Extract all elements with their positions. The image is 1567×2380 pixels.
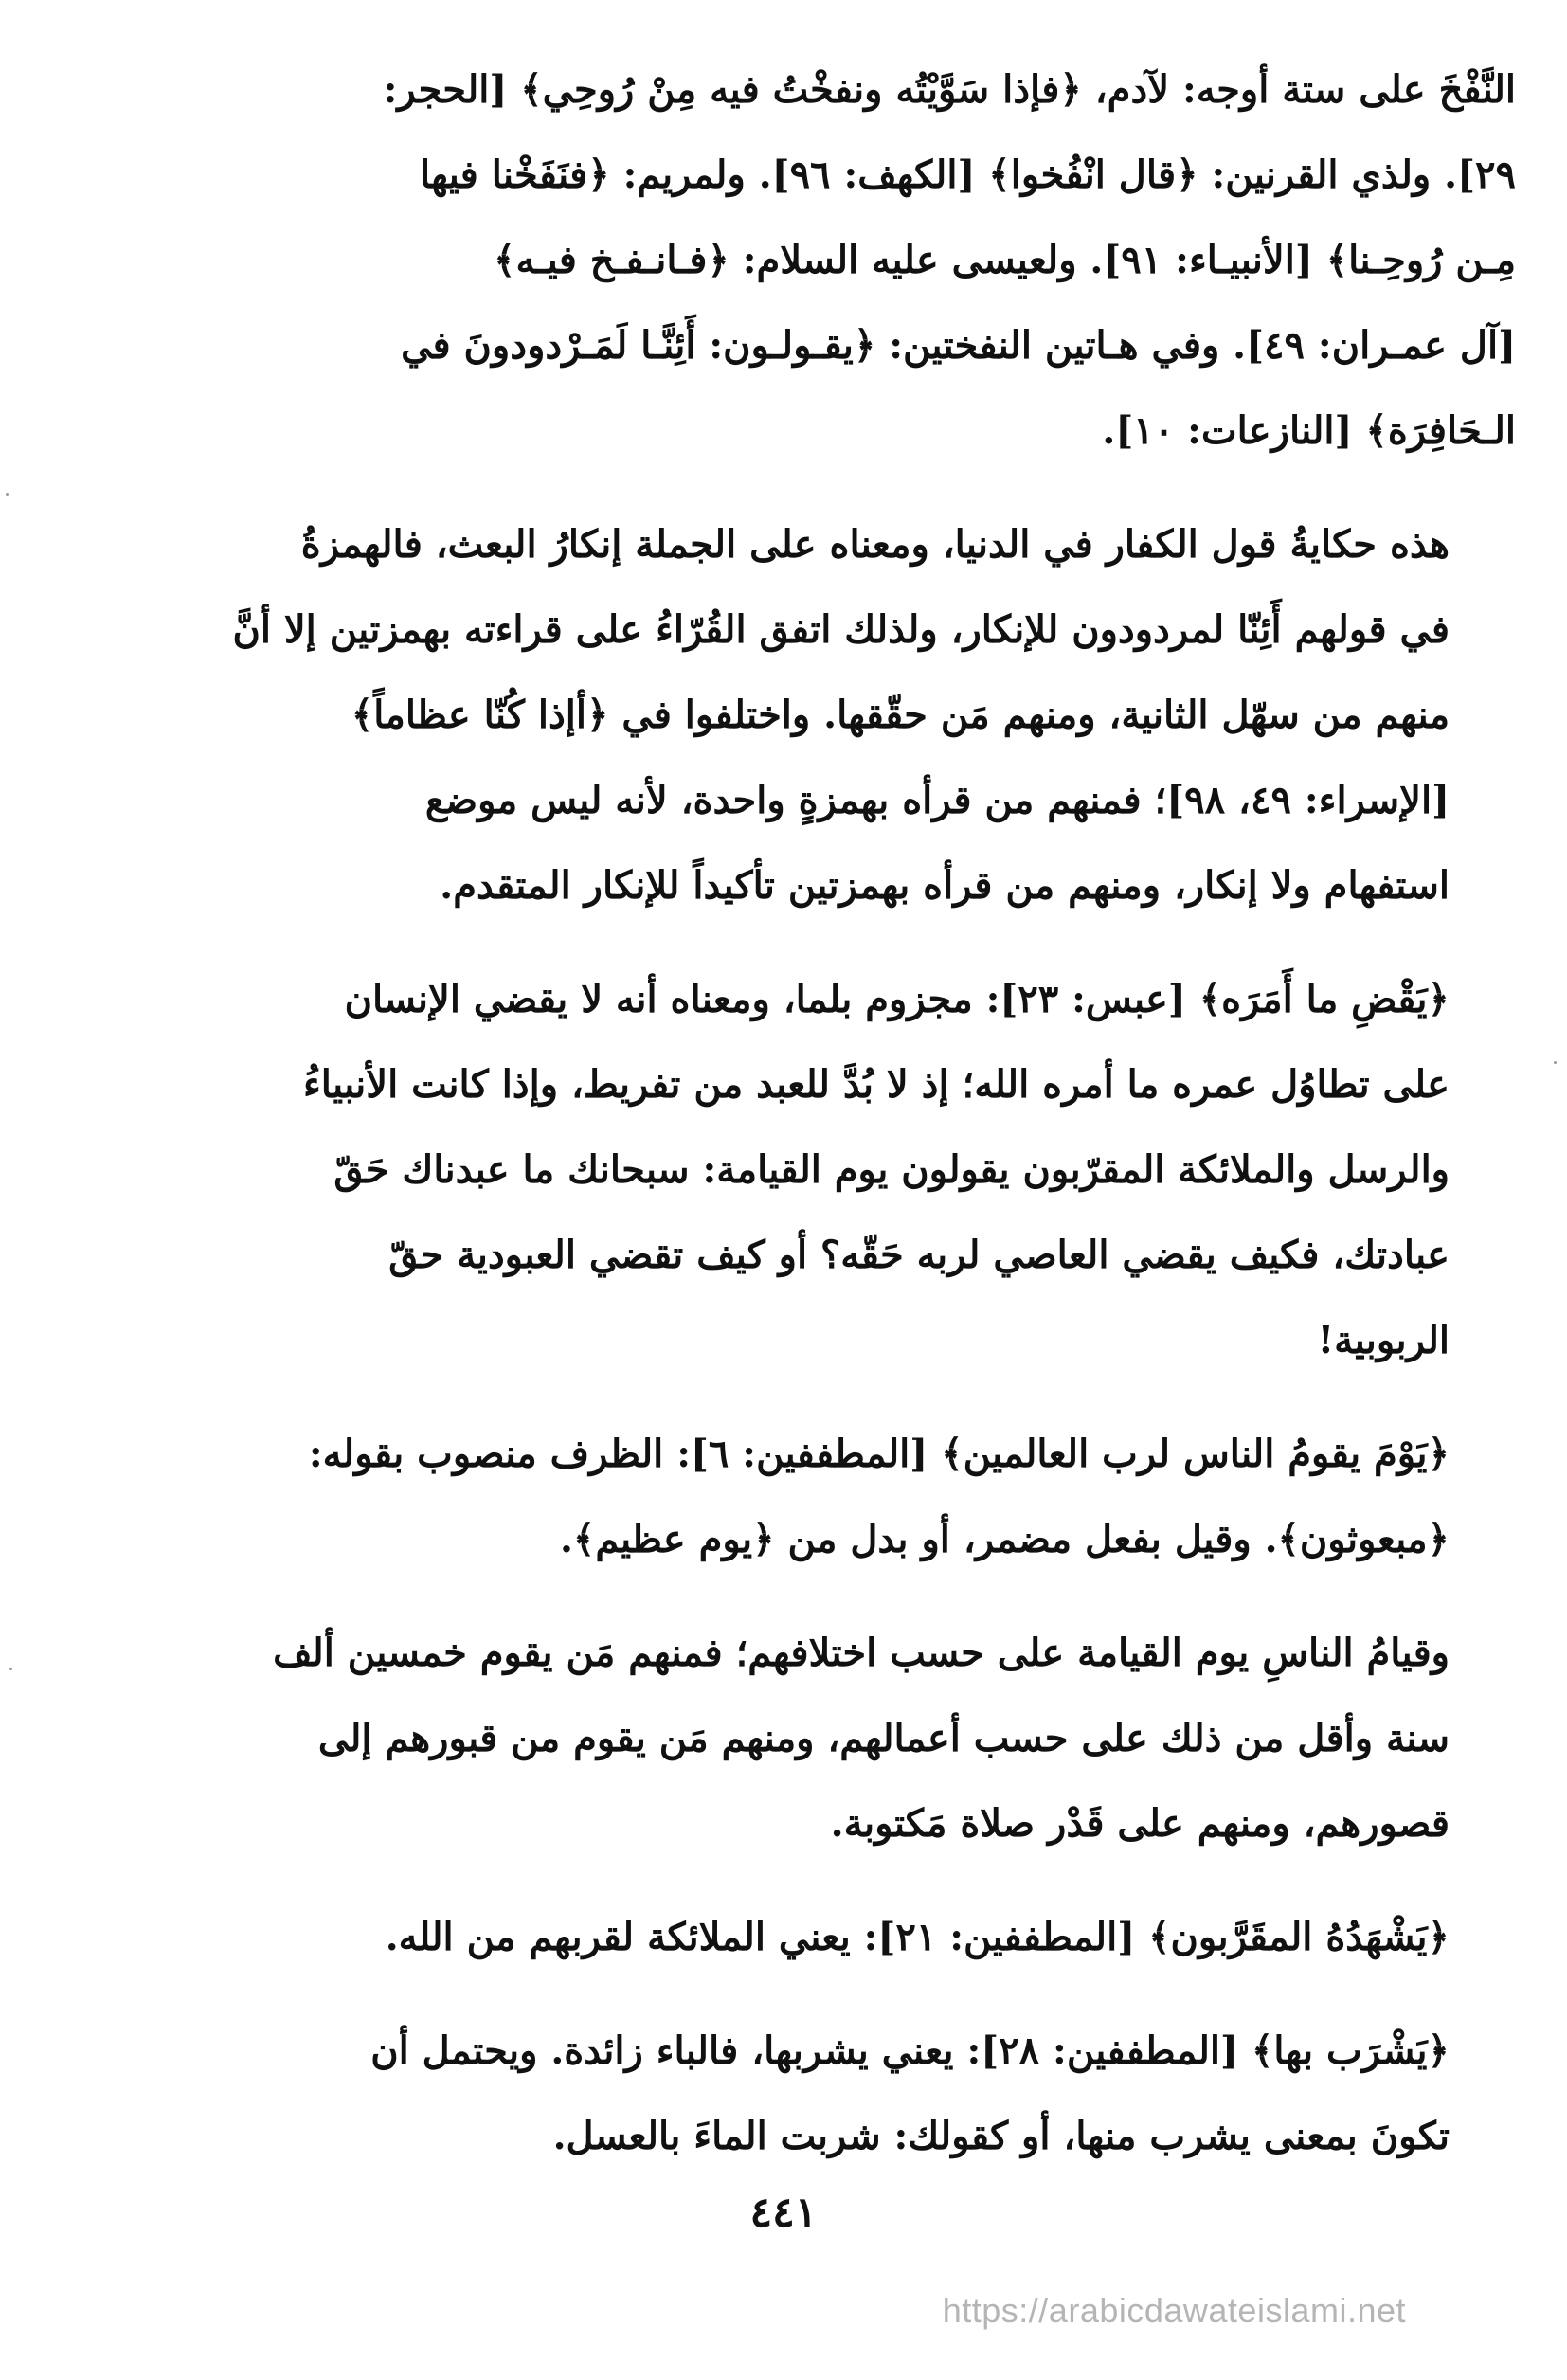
page-number: ٤٤١ [749,2189,818,2237]
text-line: الـحَافِرَة﴾ [النازعات: ١٠]. [1102,408,1516,453]
text-line: استفهام ولا إنكار، ومنهم من قرأه بهمزتين تأكيداً للإنكار المتقدم. [440,863,1450,908]
text-line: ﴿يَشْرَب بها﴾ [المطففين: ٢٨]: يعني يشربها، فالباء زائدة. ويحتمل أن [370,2028,1450,2073]
paragraph-4 [161,1412,1516,1582]
paragraph-6 [161,1895,1516,1980]
paragraph-7 [161,2009,1516,2179]
text-line: ﴿مبعوثون﴾. وقيل بفعل مضمر، أو بدل من ﴿يوم عظيم﴾. [559,1517,1450,1561]
text-line: والرسل والملائكة المقرّبون يقولون يوم القيامة: سبحانك ما عبدناك حَقّ [333,1147,1450,1192]
text-line: هذه حكايةُ قول الكفار في الدنيا، ومعناه على الجملة إنكارُ البعث، فالهمزةُ [300,522,1450,567]
text-line: [آل عمـران: ٤٩]. وفي هـاتين النفختين: ﴿يقـولـون: أَئِنَّـا لَمَـرْدودونَ في [401,323,1516,368]
text-line: [الإسراء: ٤٩، ٩٨]؛ فمنهم من قرأه بهمزةٍ واحدة، لأنه ليس موضع [424,778,1450,822]
scan-speck [6,493,9,496]
text-line: ﴿يَقْضِ ما أَمَرَه﴾ [عبس: ٢٣]: مجزوم بلما، ومعناه أنه لا يقضي الإنسان [344,977,1450,1021]
text-line: على تطاوُل عمره ما أمره الله؛ إذ لا بُدَّ للعبد من تفريط، وإذا كانت الأنبياءُ [303,1062,1450,1107]
text-line: عبادتك، فكيف يقضي العاصي لربه حَقّه؟ أو كيف تقضي العبودية حقّ [388,1233,1450,1277]
text-line: الربوبية! [1317,1318,1450,1362]
text-line: تكونَ بمعنى يشرب منها، أو كقولك: شربت الماءَ بالعسل. [552,2114,1450,2158]
page-body [161,47,1516,2179]
paragraph-3 [161,957,1516,1383]
text-line: النَّفْخَ على ستة أوجه: لآدم، ﴿فإذا سَوَّيْتُه ونفخْتُ فيه مِنْ رُوحِي﴾ [الحجر: [383,67,1516,112]
paragraph-2 [161,502,1516,929]
text-line: ﴿يَشْهَدُهُ المقَرَّبون﴾ [المطففين: ٢١]: يعني الملائكة لقربهم من الله. [385,1915,1450,1959]
paragraph-5 [161,1611,1516,1866]
text-line: ﴿يَوْمَ يقومُ الناس لرب العالمين﴾ [المطففين: ٦]: الظرف منصوب بقوله: [308,1432,1450,1476]
text-line: ٢٩]. ولذي القرنين: ﴿قال انْفُخوا﴾ [الكهف: ٩٦]. ولمريم: ﴿فنَفَخْنا فيها [419,153,1516,197]
text-line: وقيامُ الناسِ يوم القيامة على حسب اختلافهم؛ فمنهم مَن يقوم خمسين ألف [273,1631,1450,1675]
text-line: سنة وأقل من ذلك على حسب أعمالهم، ومنهم مَن يقوم من قبورهم إلى [317,1716,1450,1760]
paragraph-1 [161,47,1516,474]
text-line: مِـن رُوحِـنا﴾ [الأنبيـاء: ٩١]. ولعيسى عليه السلام: ﴿فـانـفـخ فيـه﴾ [494,238,1516,282]
scan-speck [9,1668,12,1670]
text-line: منهم من سهّل الثانية، ومنهم مَن حقّقها. واختلفوا في ﴿أإذا كُنّا عظاماً﴾ [351,693,1450,737]
watermark-url[interactable]: https://arabicdawateislami.net [942,2291,1406,2330]
text-line: قصورهم، ومنهم على قَدْر صلاة مَكتوبة. [830,1801,1450,1846]
text-line: في قولهم أَئِنّا لمردودون للإنكار، ولذلك اتفق القُرّاءُ على قراءته بهمزتين إلا أنَّ [232,607,1450,652]
scan-speck [1554,1061,1557,1064]
